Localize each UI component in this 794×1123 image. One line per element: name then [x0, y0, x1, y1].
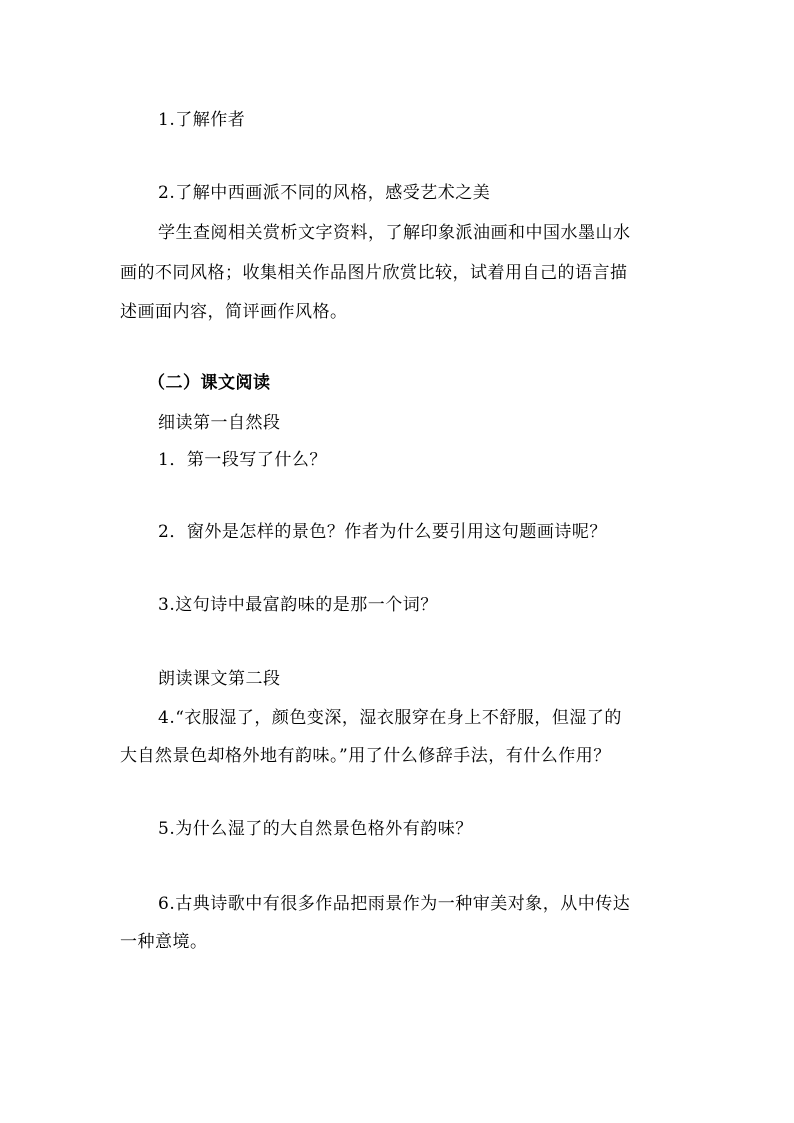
question-6-continued: 一种意境。 — [120, 932, 208, 952]
section-heading: （二）课文阅读 — [148, 373, 271, 393]
item-2-art-styles: 2.了解中西画派不同的风格，感受艺术之美 — [158, 183, 491, 203]
question-3: 3.这句诗中最富韵味的是那一个词？ — [158, 595, 438, 615]
question-2: 2．窗外是怎样的景色？作者为什么要引用这句题画诗呢？ — [158, 522, 607, 542]
item-1-know-author: 1.了解作者 — [158, 110, 246, 130]
paragraph-line: 学生查阅相关赏析文字资料，了解印象派油画和中国水墨山水 — [158, 223, 631, 243]
question-5: 5.为什么湿了的大自然景色格外有韵味？ — [158, 819, 473, 839]
question-6: 6.古典诗歌中有很多作品把雨景作为一种审美对象，从中传达 — [158, 894, 631, 914]
subheading-second-paragraph: 朗读课文第二段 — [158, 669, 281, 689]
question-1: 1．第一段写了什么？ — [158, 450, 327, 470]
paragraph-line: 述画面内容，简评画作风格。 — [120, 302, 348, 322]
paragraph-line: 画的不同风格；收集相关作品图片欣赏比较，试着用自己的语言描 — [120, 263, 628, 283]
subheading-first-paragraph: 细读第一自然段 — [158, 413, 281, 433]
question-4: 4.“衣服湿了，颜色变深，湿衣服穿在身上不舒服，但湿了的 — [158, 708, 622, 728]
question-4-continued: 大自然景色却格外地有韵味。”用了什么修辞手法，有什么作用？ — [120, 746, 611, 766]
